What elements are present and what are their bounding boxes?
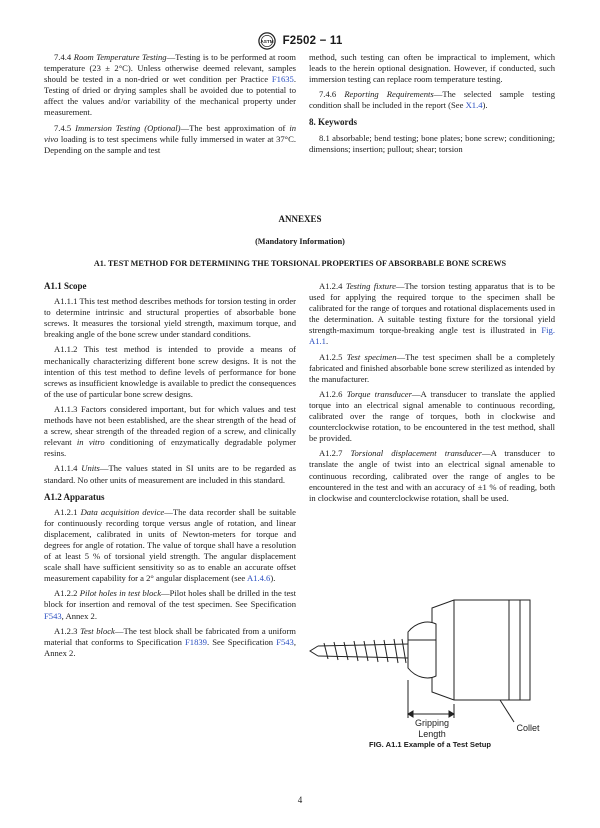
document-designation: F2502 − 11 xyxy=(282,35,343,48)
link-f1635[interactable]: F1635 xyxy=(271,74,294,85)
collet-body xyxy=(432,600,530,700)
svg-text:ASTM: ASTM xyxy=(259,39,274,45)
link-f1839[interactable]: F1839 xyxy=(185,636,207,647)
page-header xyxy=(0,32,600,50)
test-setup-figure xyxy=(304,580,556,756)
para-a1-2-2: A1.2.2 Pilot holes in test block—Pilot holes shall be drilled in the test block for insertion and removal of the test specimen. See Specification F543, Annex 2. xyxy=(44,588,297,621)
top-right-column xyxy=(309,52,555,159)
apparatus-heading: A1.2 Apparatus xyxy=(44,491,105,502)
scope-heading: A1.1 Scope xyxy=(44,281,87,291)
para-a1-2-6: A1.2.6 Torque transducer—A transducer to translate the applied torque into an electrical signal amenable to continuous recording, calibrated over the range of torques, both in clockwise and counterclockwise rotation, to be encountered in the test method, shall be provided. xyxy=(309,388,555,444)
astm-logo-icon xyxy=(258,32,276,50)
para-a1-1-1: A1.1.1 This test method describes methods for torsion testing in order to determine intrinsic and structural properties of absorbable bone screws. It measures the torsional yield strength, maximum torque, and breaking angle of the bone screw under standard conditions. xyxy=(44,296,296,340)
page-number: 4 xyxy=(297,795,303,805)
link-a1-4-6[interactable]: A1.4.6 xyxy=(246,573,271,584)
gripping-label-1: Gripping xyxy=(414,718,450,728)
para-7-4-5-cont: method, such testing can often be impractical to implement, which leads to the herein optional designation. However, if conducted, such immersion testing can replace room temperature testing. xyxy=(309,52,555,85)
link-fig-a1-1[interactable]: Fig. A1.1 xyxy=(309,325,555,347)
para-7-4-6: 7.4.6 Reporting Requirements—The selected sample testing condition shall be included in the report (See X1.4). xyxy=(309,89,555,111)
para-7-4-4: 7.4.4 Room Temperature Testing—Testing is to be performed at room temperature (23 ± 2°C). Unless otherwise deemed relevant, samples should be tested in a non-dried or wet condition per Practice F1635. Testing of dried or drying samples shall be avoided due to potential to affect the values and/or variability of the mechanical property under measurement. xyxy=(44,52,296,118)
annexes-title: ANNEXES xyxy=(278,214,322,224)
screw-head xyxy=(408,622,436,678)
left-column xyxy=(44,281,296,663)
para-a1-2-7: A1.2.7 Torsional displacement transducer—A transducer to translate the angle of twist into an electrical signal amenable to continuous recording, calibrated over the range of angles to be encountered in the test and with an accuracy of ±1 % of reading, both in clockwise and counterclockwise rotation, shall be used. xyxy=(309,448,555,503)
top-left-column xyxy=(44,52,296,160)
keywords-heading: 8. Keywords xyxy=(309,117,357,128)
figure-caption: FIG. A1.1 Example of a Test Setup xyxy=(369,740,491,749)
annexes-subtitle: (Mandatory Information) xyxy=(255,237,345,246)
link-f543-2[interactable]: F543 xyxy=(276,636,294,647)
link-x1-4[interactable]: X1.4 xyxy=(465,100,483,111)
para-a1-1-2: A1.1.2 This test method is intended to provide a means of mechanically characterizing different bone screw designs. It is not the intention of this test method to define levels of performance for bone screws as insufficient knowledge is available to predict the consequences of the use of particular bone screw designs. xyxy=(44,344,296,399)
right-column xyxy=(309,281,555,508)
keywords-text: 8.1 absorbable; bend testing; bone plates; bone screw; conditioning; dimensions; insertion; pullout; shear; torsion xyxy=(309,132,555,154)
para-a1-1-3: A1.1.3 Factors considered important, but for which values and test methods have not been established, are the shear strength of the head of a screw, shear strength of the threaded region of a screw, and clinically relevant in vitro conditioning of enzymatically degradable polymer resins. xyxy=(44,403,296,459)
para-a1-2-1: A1.2.1 Data acquisition device—The data recorder shall be suitable for continuously recording torque versus angle of rotation, and linear displacement, calibrated in units of Newton-meters for torque and degrees for angle of rotation. The value of torque shall have a resolution of at least 5 % of torsional yield strength. The angular displacement scale shall have sufficient sensitivity so as to enable an accurate offset measurement capability for a 2° angular displacement (see A1.4.6). xyxy=(44,506,296,584)
para-a1-2-3: A1.2.3 Test block—The test block shall be fabricated from a uniform material that conforms to Specification F1839. See Specification F543, Annex 2. xyxy=(44,625,297,658)
gripping-label-2: Length xyxy=(418,729,446,739)
para-7-4-5: 7.4.5 Immersion Testing (Optional)—The best approximation of in vivo loading is to test specimens while fully immersed in water at 37°C. Depending on the sample and test xyxy=(44,122,297,155)
para-a1-2-5: A1.2.5 Test specimen—The test specimen shall be a completely fabricated and finished absorbable bone screw sterilized as intended by the manufacturer. xyxy=(309,351,555,384)
para-a1-1-4: A1.1.4 Units—The values stated in SI units are to be regarded as standard. No other units of measurement are included in this standard. xyxy=(44,463,297,485)
para-a1-2-4: A1.2.4 Testing fixture—The torsion testing apparatus that is to be used for applying the required torque to the specimen shall be calibrated for the range of torques and rotational displacements used in the determination. A suitable testing fixture for the torsional yield strength-maximum torque-breaking angle test is illustrated in Fig. A1.1. xyxy=(309,281,555,347)
collet-label: Collet xyxy=(516,723,540,733)
link-f543[interactable]: F543 xyxy=(44,610,62,621)
annex-a1-title: A1. TEST METHOD FOR DETERMINING THE TORSIONAL PROPERTIES OF ABSORBABLE BONE SCREWS xyxy=(93,259,507,268)
